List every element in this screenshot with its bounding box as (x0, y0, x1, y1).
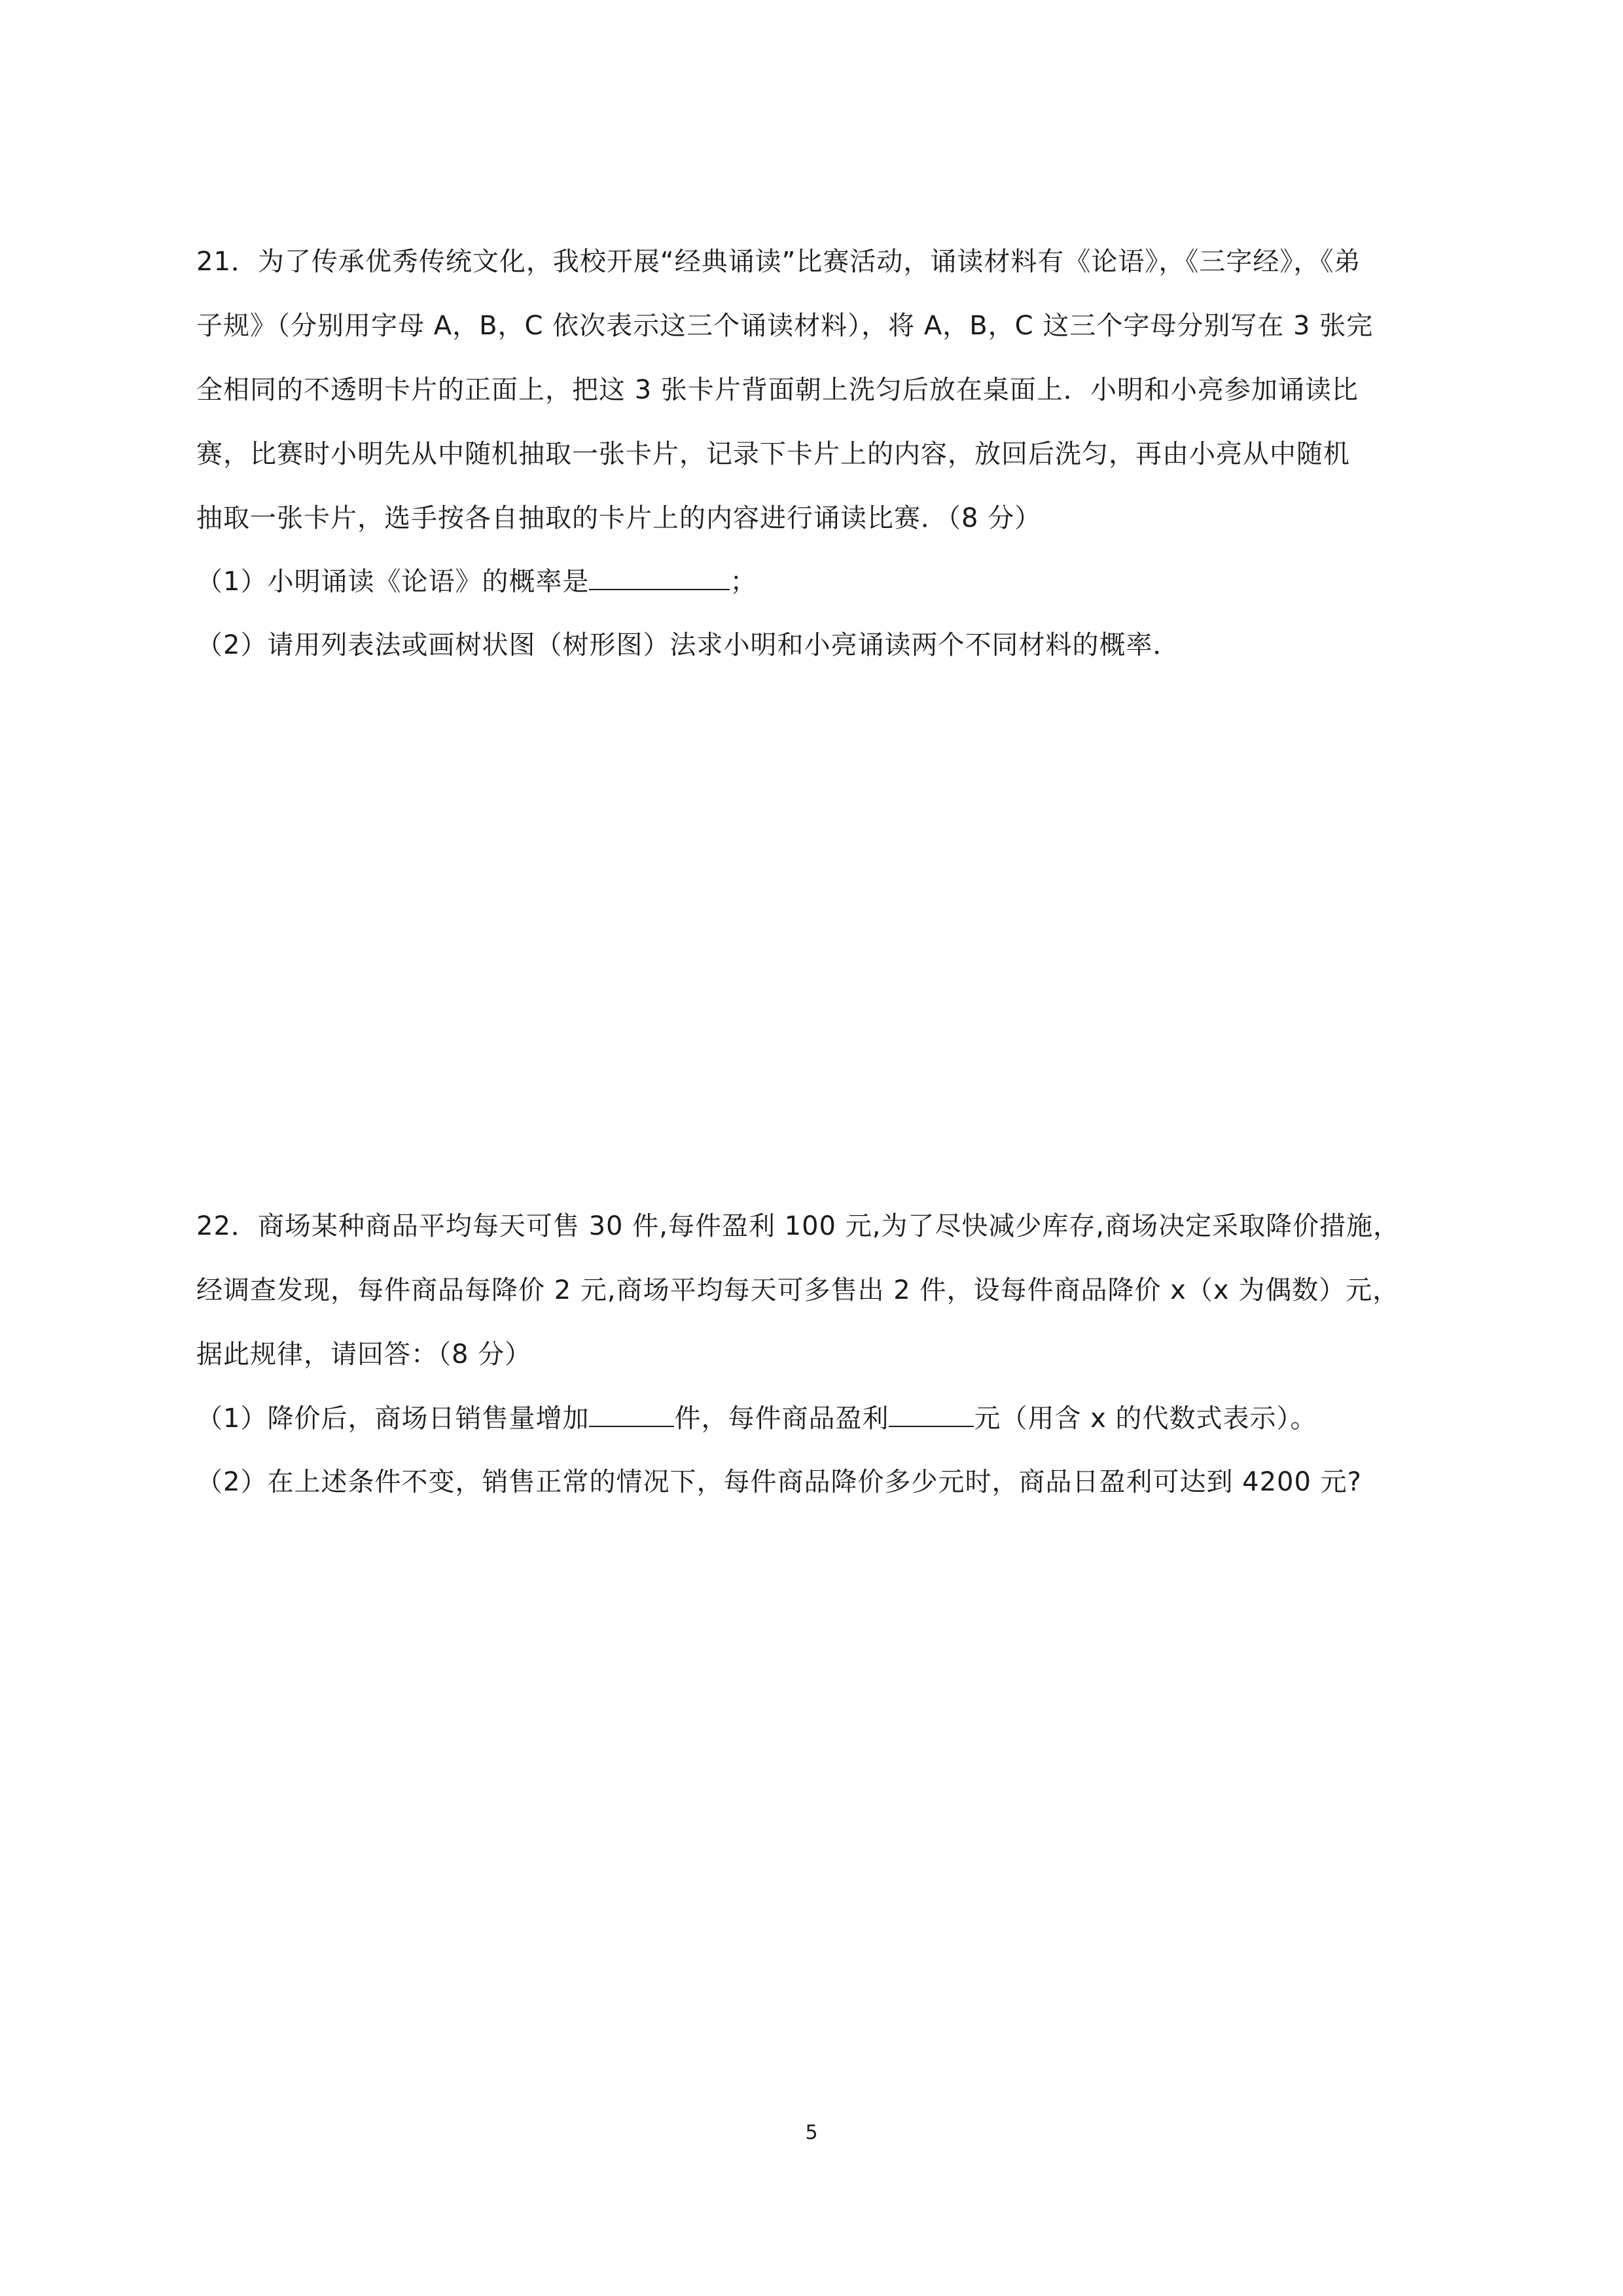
q22-part-1-text-c: 元（用含 x 的代数式表示）。 (974, 1404, 1317, 1434)
q21-part-1-end: ； (730, 567, 757, 597)
answer-blank (589, 1400, 674, 1427)
q22-part-1 (196, 1400, 1317, 1437)
q22-line-3: 据此规律，请回答：（8 分） (196, 1339, 532, 1369)
q21-line-5: 抽取一张卡片，选手按各自抽取的卡片上的内容进行诵读比赛．（8 分） (196, 503, 1042, 533)
q21-part-2: （2）请用列表法或画树状图（树形图）法求小明和小亮诵读两个不同材料的概率． (196, 630, 1180, 660)
q21-part-1-text: （1）小明诵读《论语》的概率是 (196, 567, 590, 597)
q21-line-4: 赛，比赛时小明先从中随机抽取一张卡片，记录下卡片上的内容，放回后洗匀，再由小亮从中随机 (196, 439, 1350, 469)
answer-blank (889, 1400, 974, 1427)
q22-part-2: （2）在上述条件不变，销售正常的情况下，每件商品降价多少元时，商品日盈利可达到 4200 元? (196, 1467, 1362, 1497)
q21-line-3: 全相同的不透明卡片的正面上，把这 3 张卡片背面朝上洗匀后放在桌面上．小明和小亮参加诵读比 (196, 375, 1359, 405)
q22-line-2: 经调查发现，每件商品每降价 2 元,商场平均每天可多售出 2 件，设每件商品降价 x（x 为偶数）元， (196, 1275, 1400, 1305)
page-number: 5 (805, 2121, 818, 2144)
q21-part-1 (196, 563, 757, 600)
q21-line-2: 子规》（分别用字母 A，B，C 依次表示这三个诵读材料），将 A，B，C 这三个字母分别写在 3 张完 (196, 311, 1374, 341)
q22-line-1: 22．商场某种商品平均每天可售 30 件,每件盈利 100 元,为了尽快减少库存,商场决定采取降价措施， (196, 1211, 1400, 1241)
q21-line-1: 21．为了传承优秀传统文化，我校开展“经典诵读”比赛活动，诵读材料有《论语》，《三字经》，《弟 (196, 247, 1361, 277)
answer-blank (589, 563, 730, 590)
q22-part-1-text-b: 件，每件商品盈利 (674, 1404, 889, 1434)
q22-part-1-text-a: （1）降价后，商场日销售量增加 (196, 1404, 590, 1434)
